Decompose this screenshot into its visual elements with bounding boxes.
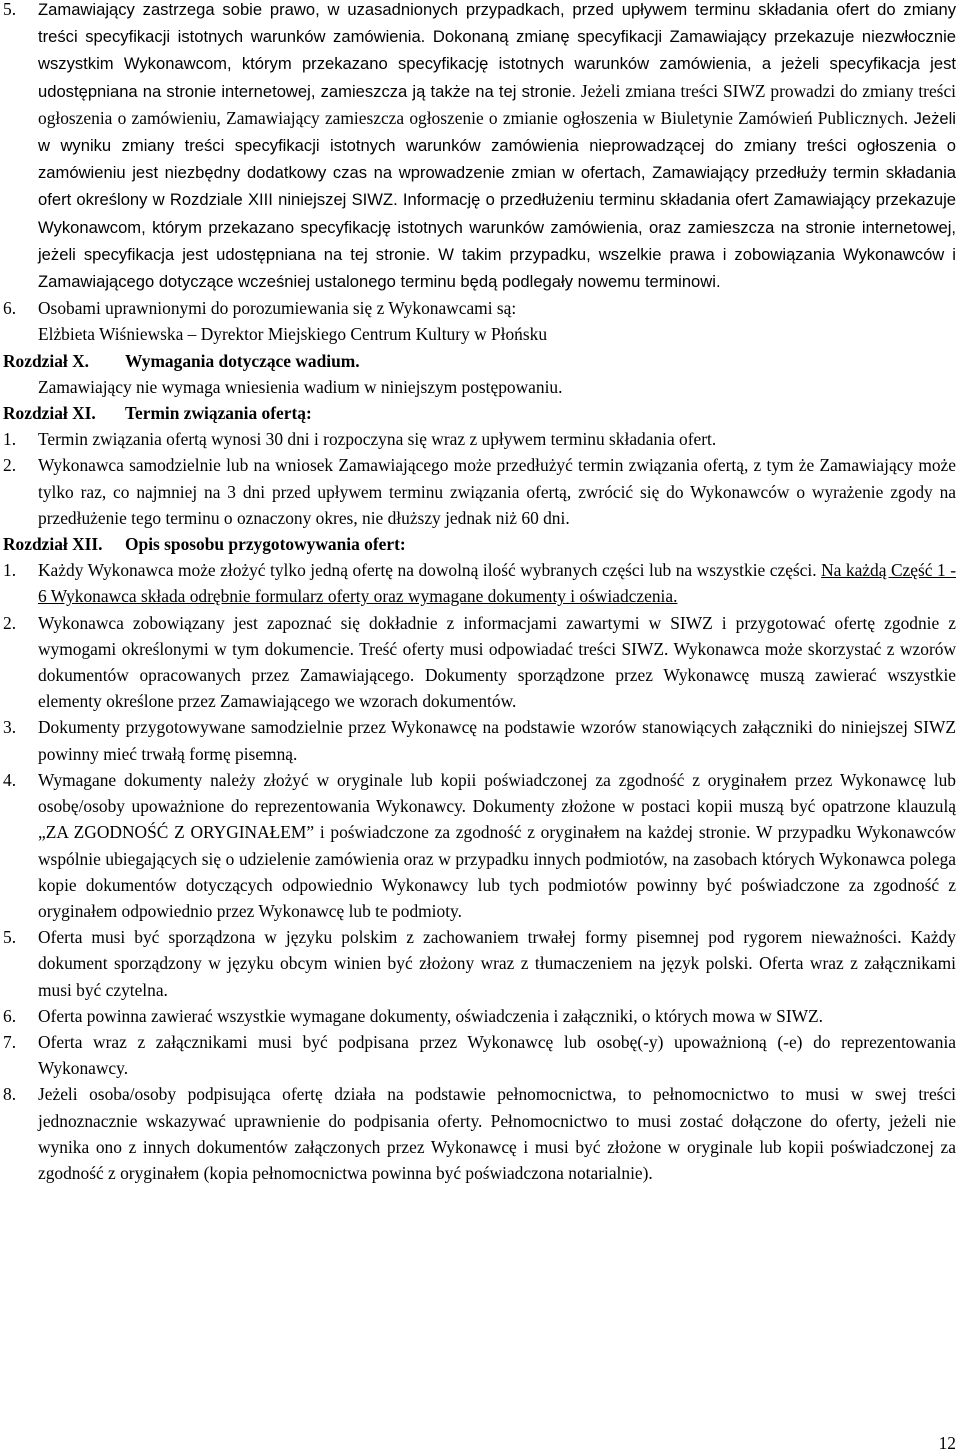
list-item [0,714,960,766]
chapter-title: Opis sposobu przygotowywania ofert: [125,534,406,555]
list-number: 2. [3,612,17,633]
chapter-heading-xi [0,400,960,426]
list-number: 3. [3,717,17,738]
list-item [0,1003,960,1029]
paragraph-text: Wykonawca zobowiązany jest zapoznać się dokładnie z informacjami zawartymi w SIWZ i przygotować ofertę zgodnie z wymogami określonymi w tym dokumencie. Treść oferty musi odpowiadać treści SIWZ. Wykonawca może skorzystać z wzorów dokumentów opracowanych przez Zamawiającego. Dokumenty sporządzone przez Wykonawcę muszą zawierać wszystkie elementy określone przez Zamawiającego we wzorach dokumentów. [38,612,956,712]
list-item [0,1029,960,1081]
paragraph-text: Osobami uprawnionymi do porozumiewania się z Wykonawcami są: [38,298,517,319]
text-segment: Każdy Wykonawca może złożyć tylko jedną ofertę na dowolną ilość wybranych części lub na wszystkie części. [38,560,822,581]
list-item [0,610,960,715]
chapter-title: Termin związania ofertą: [125,403,312,424]
paragraph-text: Jeżeli osoba/osoby podpisująca ofertę działa na podstawie pełnomocnictwa, to pełnomocnictwo to musi w swej treści jednoznacznie wskazywać uprawnienie do podpisania oferty. Pełnomocnictwo to musi zostać dołączone do oferty, jeżeli nie wynika ono z innych dokumentów załączonych przez Wykonawcę i musi być złożone w oryginale lub kopii poświadczonej za zgodność z oryginałem (kopia pełnomocnictwa powinna być poświadczona notarialnie). [38,1084,956,1183]
paragraph-text: Termin związania ofertą wynosi 30 dni i rozpoczyna się wraz z upływem terminu składania ofert. [38,429,717,450]
paragraph-text: Wymagane dokumenty należy złożyć w oryginale lub kopii poświadczonej za zgodność z oryginałem przez Wykonawcę lub osobę/osoby upoważnione do reprezentowania Wykonawcy. Dokumenty złożone w postaci kopii muszą być opatrzone klauzulą „ZA ZGODNOŚĆ Z ORYGINAŁEM” i poświadczone za zgodność z oryginałem na każdej stronie. W przypadku Wykonawców wspólnie ubiegających się o udzielenie zamówienia oraz w przypadku innych podmiotów, na zasobach których Wykonawca polega kopie dokumentów dotyczących odpowiednio Wykonawcy lub tych podmiotów powinny być poświadczone za zgodność z oryginałem odpowiednio przez Wykonawcę lub te podmioty. [38,769,956,921]
list-number: 7. [3,1031,17,1052]
text-segment-sans: Zamawiający zastrzega sobie prawo, w uzasadnionych przypadkach, przed upływem terminu składania ofert do zmiany treści specyfikacji istotnych warunków zamówienia. Dokonaną zmianę specyfikacji Zamawiający przekazuje niezwłocznie wszystkim Wykonawcom, którym przekazano specyfikację istotnych warunków zamówienia, a jeżeli specyfikacja jest udostępniana na stronie internetowej, zamieszcza ją także na tej stronie. [38,0,956,101]
list-item [0,924,960,1003]
list-item-5 [0,0,960,295]
list-number: 6. [3,298,17,319]
paragraph-text: Dokumenty przygotowywane samodzielnie przez Wykonawcę na podstawie wzorów stanowiących załączniki do niniejszej SIWZ powinny mieć trwałą formę pisemną. [38,717,956,764]
paragraph-text [38,0,956,295]
text-segment-sans: Jeżeli w wyniku zmiany treści specyfikacji istotnych warunków zamówienia nieprowadzącej do zmiany treści ogłoszenia o zamówieniu jest niezbędny dodatkowy czas na wprowadzenie zmian w ofertach, Zamawiający przedłuży termin składania ofert określony w Rozdziale XIII niniejszej SIWZ. Informację o przedłużeniu terminu składania ofert Zamawiający przekazuje Wykonawcom, którym przekazano specyfikację istotnych warunków zamówienia, oraz zamieszcza na stronie internetowej, jeżeli specyfikacja jest udostępniana na tej stronie. W takim przypadku, wszelkie prawa i zobowiązania Wykonawców i Zamawiającego dotyczące wcześniej ustalonego terminu będą podlegały nowemu terminowi. [38,108,956,292]
paragraph-text: Oferta powinna zawierać wszystkie wymagane dokumenty, oświadczenia i załączniki, o których mowa w SIWZ. [38,1005,824,1026]
list-item [0,452,960,531]
list-number: 5. [3,927,17,948]
list-number: 5. [3,0,17,19]
list-item [0,767,960,924]
list-number: 2. [3,455,17,476]
chapter-heading-x [0,348,960,374]
chapter-label: Rozdział X. [3,350,89,371]
list-item-6 [0,295,960,347]
list-number: 4. [3,769,17,790]
list-number: 6. [3,1005,17,1026]
chapter-label: Rozdział XI. [3,403,96,424]
list-item [0,557,960,609]
list-item [0,1081,960,1186]
paragraph-text: Oferta musi być sporządzona w języku polskim z zachowaniem trwałej formy pisemnej pod rygorem nieważności. Każdy dokument sporządzony w języku obcym winien być złożony wraz z tłumaczeniem na język polski. Oferta wraz z załącznikami musi być czytelna. [38,927,956,1000]
page-number: 12 [938,1433,956,1453]
chapter-title: Wymagania dotyczące wadium. [125,350,360,371]
paragraph-text [38,557,956,609]
paragraph-text: Oferta wraz z załącznikami musi być podpisana przez Wykonawcę lub osobę(-y) upoważnioną (-e) do reprezentowania Wykonawcy. [38,1031,956,1079]
chapter-heading-xii [0,531,960,557]
list-number: 1. [3,560,17,581]
paragraph-text: Wykonawca samodzielnie lub na wniosek Zamawiającego może przedłużyć termin związania ofertą, z tym że Zamawiający może tylko raz, co najmniej na 3 dni przed upływem terminu związania ofertą, zwrócić się do Wykonawców o wyrażenie zgody na przedłużenie tego terminu o oznaczony okres, nie dłuższy jednak niż 60 dni. [38,455,956,528]
chapter-label: Rozdział XII. [3,534,103,555]
list-number: 8. [3,1084,17,1105]
list-number: 1. [3,429,17,450]
text-segment: Jeżeli zmiana treści SIWZ prowadzi do zmiany treści ogłoszenia o zamówieniu, Zamawiający zamieszcza ogłoszenie o zmianie ogłoszenia w Biuletynie Zamówień Publicznych. [38,80,956,128]
underlined-text: Na każdą Część 1 - 6 Wykonawca składa odrębnie formularz oferty oraz wymagane dokumenty i oświadczenia. [38,560,956,607]
paragraph-text: Zamawiający nie wymaga wniesienia wadium w niniejszym postępowaniu. [38,376,563,397]
list-item [0,426,960,452]
contact-person: Elżbieta Wiśniewska – Dyrektor Miejskiego Centrum Kultury w Płońsku [38,324,548,345]
